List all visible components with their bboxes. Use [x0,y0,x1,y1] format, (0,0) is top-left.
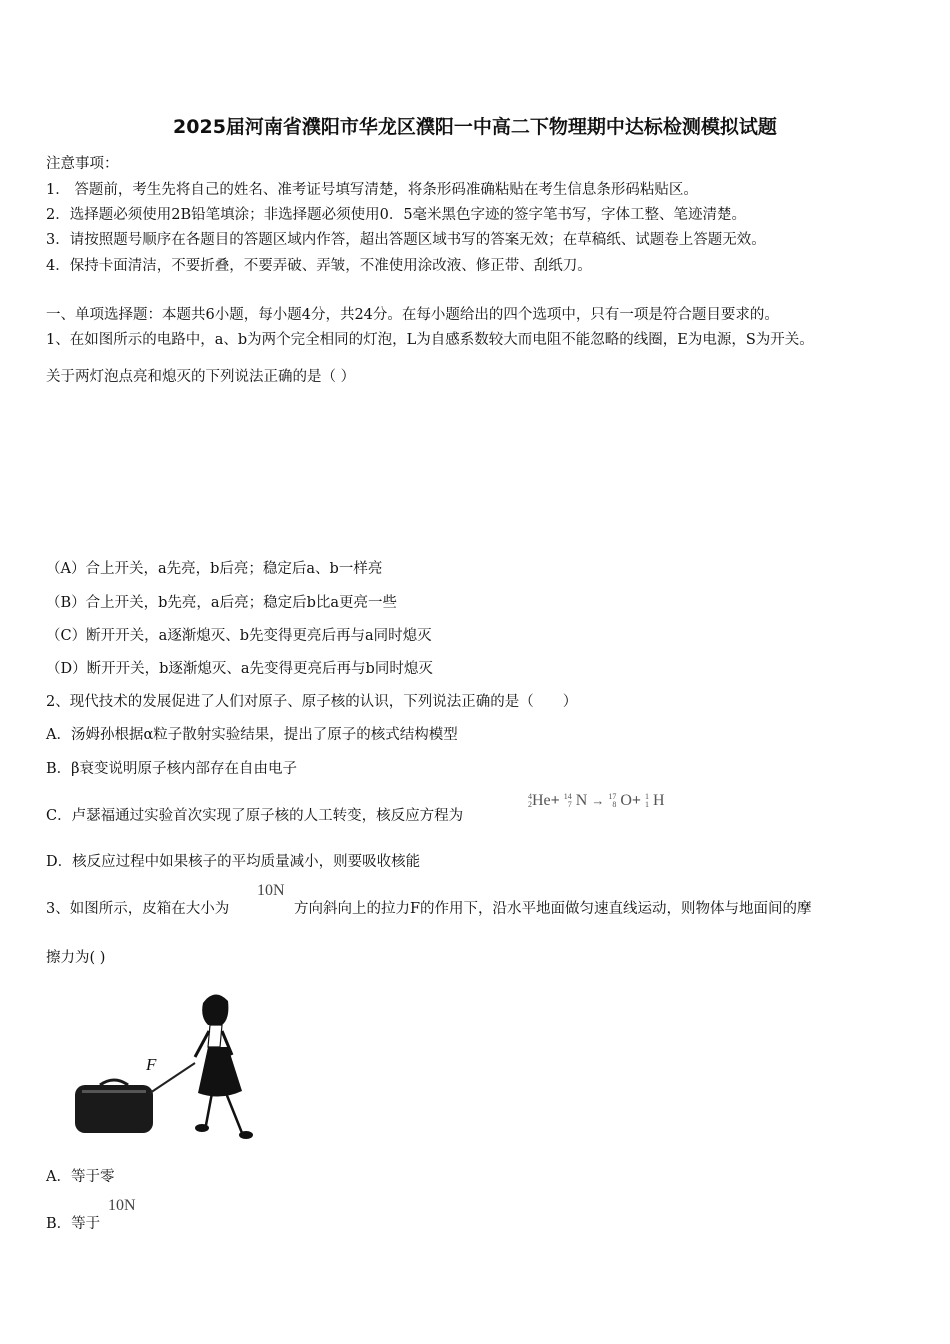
q2-stem: 2、现代技术的发展促进了人们对原子、原子核的认识，下列说法正确的是（ ） [46,694,578,710]
q1-option-d: （D）断开开关，b逐渐熄灭、a先变得更亮后再与b同时熄灭 [46,661,433,677]
q3-option-b-label: B．等于 [46,1216,101,1232]
q3-stem-post: 方向斜向上的拉力F的作用下，沿水平地面做匀速直线运动，则物体与地面间的摩 [294,901,812,917]
q2-option-c: C．卢瑟福通过实验首次实现了原子核的人工转变，核反应方程为 [46,808,464,824]
q2-option-d: D．核反应过程中如果核子的平均质量减小，则要吸收核能 [46,854,421,870]
q2-option-b: B．β衰变说明原子核内部存在自由电子 [46,761,298,777]
q1-option-c: （C）断开开关，a逐渐熄灭、b先变得更亮后再与a同时熄灭 [46,628,432,644]
suitcase-figure [70,985,260,1145]
notice-item-4: 4．保持卡面清洁，不要折叠，不要弄破、弄皱，不准使用涂改液、修正带、刮纸刀。 [46,258,592,274]
q2-option-a: A．汤姆孙根据α粒子散射实验结果，提出了原子的核式结构模型 [46,727,458,743]
q1-option-a: （A）合上开关，a先亮，b后亮；稳定后a、b一样亮 [46,561,383,577]
q3-option-a: A．等于零 [46,1169,115,1185]
q3-stem-line2: 擦力为( ) [46,950,106,966]
notice-item-2: 2．选择题必须使用2B铅笔填涂；非选择题必须使用0．5毫米黑色字迹的签字笔书写，字体工整、笔迹清楚。 [46,207,747,223]
q3-force-value: 10N [257,882,285,899]
q3-stem-pre: 3、如图所示，皮箱在大小为 [46,901,230,917]
page-title: 2025届河南省濮阳市华龙区濮阳一中高二下物理期中达标检测模拟试题 [173,116,777,138]
girl-skirt [198,1047,242,1097]
pull-handle-line [150,1063,195,1093]
q1-option-b: （B）合上开关，b先亮，a后亮；稳定后b比a更亮一些 [46,595,398,611]
nuclear-reaction-formula: 4 2He + 14 7 N → 17 8 O + 1 1 H [528,792,665,810]
notice-item-3: 3．请按照题号顺序在各题目的答题区域内作答，超出答题区域书写的答案无效；在草稿纸、试题卷上答题无效。 [46,232,766,248]
q1-stem-line2: 关于两灯泡点亮和熄灭的下列说法正确的是（ ） [46,369,356,385]
notice-heading: 注意事项： [46,156,119,172]
section-heading: 一、单项选择题：本题共6小题，每小题4分，共24分。在每小题给出的四个选项中，只有一项是符合题目要求的。 [46,307,779,323]
q1-stem-line1: 1、在如图所示的电路中，a、b为两个完全相同的灯泡，L为自感系数较大而电阻不能忽略的线圈，E为电源，S为开关。 [46,332,814,348]
force-label: F [146,1055,157,1074]
q3-option-b-value: 10N [108,1197,136,1214]
notice-item-1: 1． 答题前，考生先将自己的姓名、准考证号填写清楚，将条形码准确粘贴在考生信息条形码粘贴区。 [46,182,698,198]
